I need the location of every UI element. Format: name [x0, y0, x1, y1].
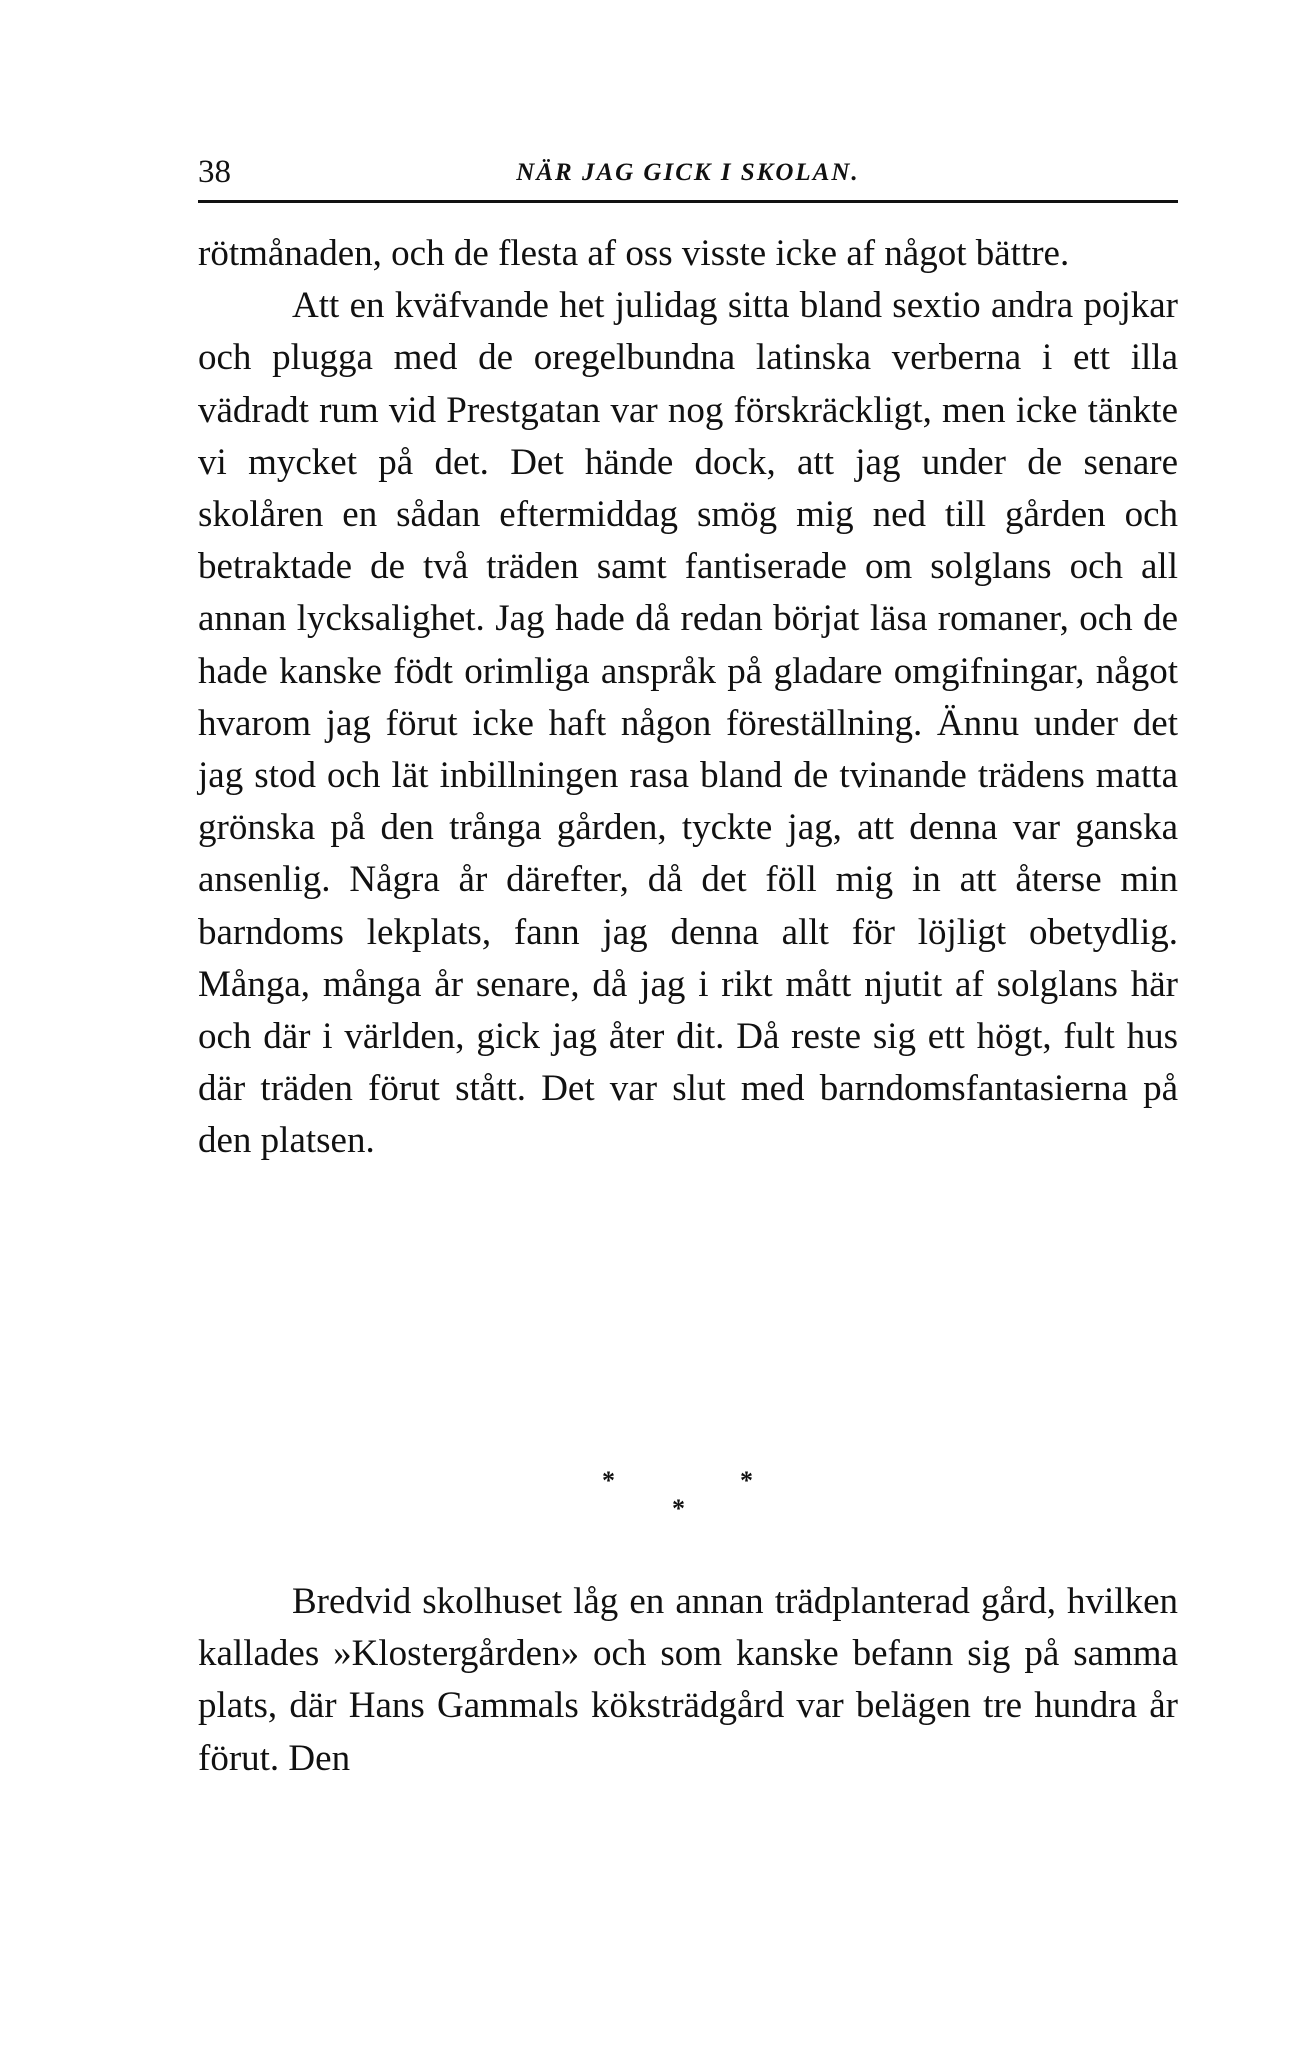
- page-number: 38: [198, 154, 231, 190]
- separator-star: *: [740, 1466, 753, 1495]
- paragraph: Bredvid skolhuset låg en annan trädplanterad gård, hvilken kallades »Klostergården» och som kanske befann sig på samma plats, där Hans Gammals köksträdgård var belägen tre hundra år förut. Den: [198, 1581, 1178, 1779]
- section-separator: [590, 1468, 790, 1528]
- section-text: [198, 1576, 1178, 1785]
- header-rule: [198, 200, 1178, 203]
- separator-star: *: [672, 1494, 685, 1523]
- separator-star: *: [602, 1466, 615, 1495]
- running-head: [198, 152, 1178, 194]
- paragraph: Att en kväfvande het julidag sitta bland sextio andra pojkar och plugga med de oregelbundna latinska verberna i ett illa vädradt rum vid Prestgatan var nog förskräckligt, men icke tänkte vi mycket på det. Det hände dock, att jag under de senare skolåren en sådan eftermiddag smög mig ned till gården och betraktade de två träden samt fantiserade om solglans och all annan lycksalighet. Jag hade då redan börjat läsa romaner, och de hade kanske födt orimliga anspråk på gladare omgifningar, något hvarom jag förut icke haft någon föreställning. Ännu under det jag stod och lät inbillningen rasa bland de tvinande trädens matta grönska på den trånga gården, tyckte jag, att denna var ganska ansenlig. Några år därefter, då det föll mig in att återse min barndoms lekplats, fann jag denna allt för löjligt obetydlig. Många, många år senare, då jag i rikt mått njutit af solglans här och där i världen, gick jag åter dit. Då reste sig ett högt, fult hus där träden förut stått. Det var slut med barndomsfantasierna på den platsen.: [198, 285, 1178, 1162]
- running-title: NÄR JAG GICK I SKOLAN.: [516, 159, 860, 186]
- paragraph-continued: rötmånaden, och de flesta af oss visste icke af något bättre.: [198, 233, 1070, 274]
- main-text: [198, 228, 1178, 1168]
